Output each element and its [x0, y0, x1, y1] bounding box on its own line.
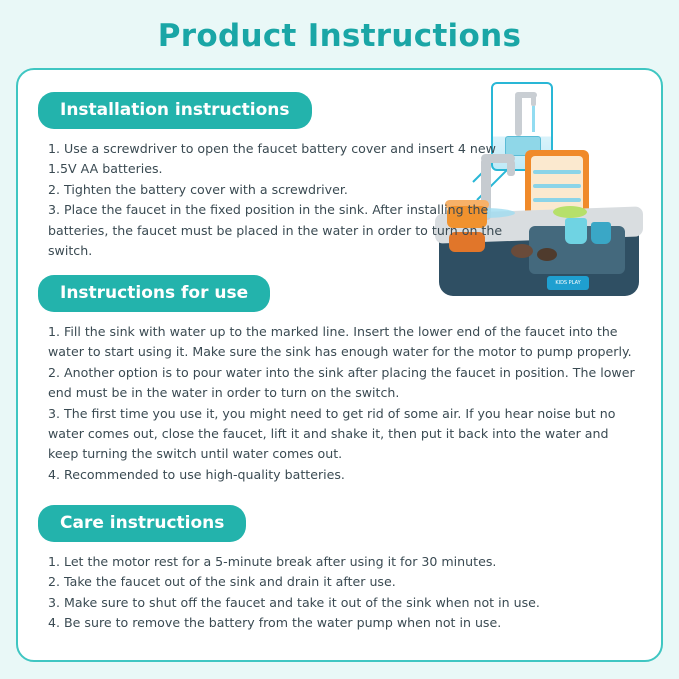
care-line-3: 3. Make sure to shut off the faucet and take it out of the sink when not in use.: [48, 594, 540, 610]
use-line-1: 1. Fill the sink with water up to the marked line. Insert the lower end of the faucet into the water to start using it. Make sure the sink has enough water for the motor to pump properly.: [48, 324, 632, 360]
section-use-heading: Instructions for use: [38, 275, 270, 312]
section-installation-body: [18, 129, 503, 261]
section-care-body: [18, 542, 661, 634]
section-care-heading: Care instructions: [38, 505, 246, 542]
page-title: Product Instructions: [157, 18, 522, 54]
use-line-3: 3. The first time you use it, you might need to get rid of some air. If you hear noise but no water comes out, close the faucet, lift it and shake it, then put it back into the water and keep turning the switch until water comes out.: [48, 405, 616, 462]
section-care: [18, 505, 661, 634]
care-line-2: 2. Take the faucet out of the sink and drain it after use.: [48, 574, 396, 590]
section-use: [18, 275, 661, 485]
section-installation-heading-row: [18, 92, 661, 129]
installation-line-2: 2. Tighten the battery cover with a screwdriver.: [48, 181, 348, 197]
use-line-2: 2. Another option is to pour water into the sink after placing the faucet in position. The lower end must be in the water in order to turn on the switch.: [48, 364, 635, 401]
installation-line-3: 3. Place the faucet in the fixed position in the sink. After installing the batteries, the faucet must be placed in the water in order to turn on the switch.: [48, 202, 503, 258]
section-use-heading-row: [18, 275, 661, 312]
care-line-1: 1. Let the motor rest for a 5-minute break after using it for 30 minutes.: [48, 554, 497, 569]
section-installation: [18, 92, 661, 261]
care-line-4: 4. Be sure to remove the battery from the water pump when not in use.: [48, 615, 502, 631]
content-card: [16, 68, 663, 662]
use-line-4: 4. Recommended to use high-quality batteries.: [48, 466, 345, 482]
installation-line-1: 1. Use a screwdriver to open the faucet battery cover and insert 4 new 1.5V AA batteries.: [48, 141, 496, 177]
brand-badge: KIDS PLAY: [547, 276, 589, 290]
section-care-heading-row: [18, 505, 661, 542]
section-installation-heading: Installation instructions: [38, 92, 312, 129]
section-use-body: [18, 312, 661, 485]
